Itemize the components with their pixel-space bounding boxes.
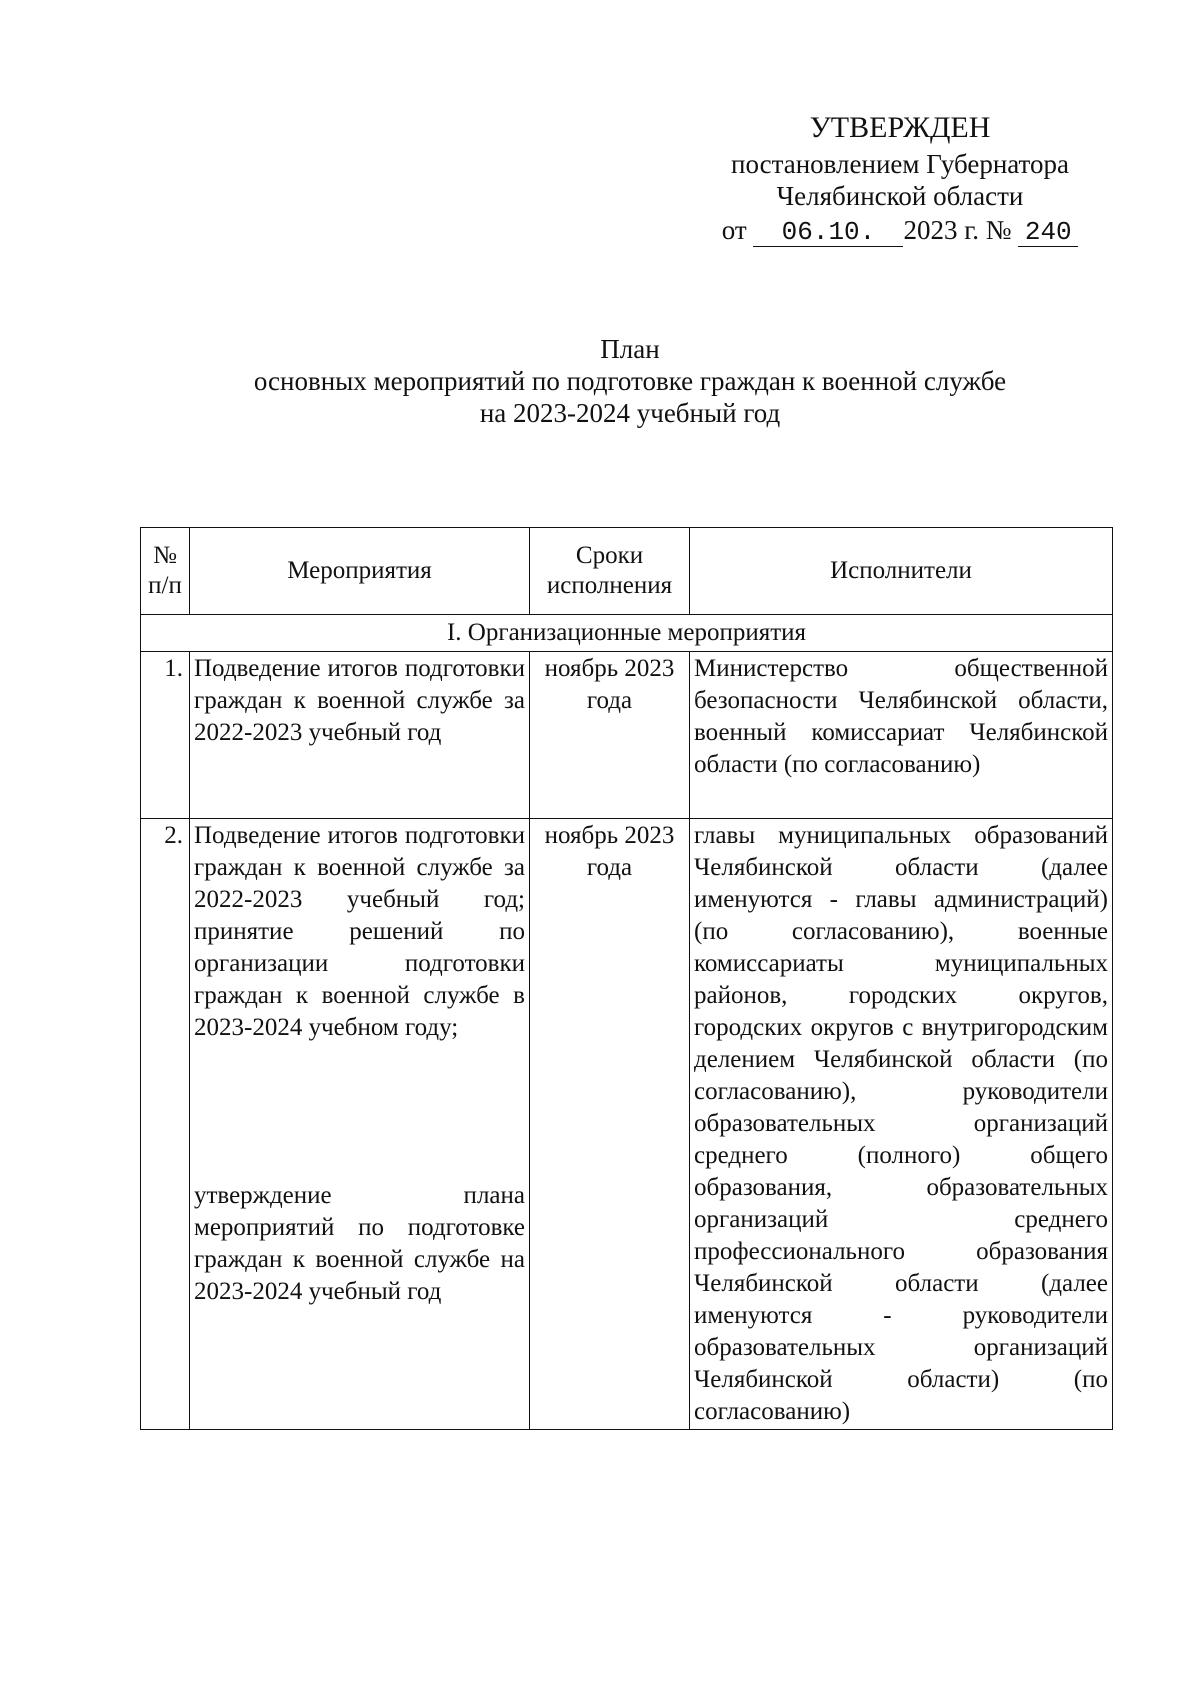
plan-title-line-1: План [600, 334, 660, 364]
table-header-row [141, 528, 1113, 615]
section-row [141, 615, 1113, 652]
section-title: I. Организационные мероприятия [141, 615, 1113, 652]
plan-title-line-2: основных мероприятий по подготовке граждан к военной службе [253, 366, 1007, 396]
approval-line-2: Челябинской области [776, 181, 1024, 211]
table-row [141, 819, 1113, 1430]
row-executor: главы муниципальных образований Челябинской области (далее именуются - главы администраций) (по согласованию), военные комиссариаты муниципальных районов, городских округов, городских округов с внутригородским делением Челябинской области (по согласованию), руководители образовательных организаций среднего (полного) общего образования, образовательных организаций среднего профессионального образования Челябинской области (далее именуются - руководители образовательных организаций Челябинской области) (по согласованию) [690, 819, 1113, 1430]
approval-stamp [700, 112, 1100, 247]
row-event: Подведение итогов подготовки граждан к военной службе за 2022-2023 учебный год; принятие решений по организации подготовки граждан к военной службе в 2023-2024 учебном году; [194, 822, 525, 1041]
row-executor: Министерство общественной безопасности Челябинской области, военный комиссариат Челябинской области (по согласованию) [690, 652, 1113, 819]
header-executors: Исполнители [690, 528, 1113, 615]
approval-number: 240 [1018, 218, 1078, 247]
row-event-2: утверждение плана мероприятий по подготовке граждан к военной службе на 2023-2024 учебный год [194, 1182, 525, 1305]
approval-date: 06.10. [753, 218, 903, 247]
plan-title-line-3: на 2023-2024 учебный год [479, 398, 781, 428]
approval-title: УТВЕРЖДЕН [809, 111, 991, 144]
table-row [141, 652, 1113, 819]
row-num: 2. [141, 819, 190, 1430]
plan-table [140, 527, 1113, 1430]
row-event-gap [194, 1044, 525, 1180]
row-term: ноябрь 2023 года [530, 652, 690, 819]
approval-date-prefix: от [721, 215, 747, 245]
row-event-cell [190, 819, 530, 1430]
header-terms: Сроки исполнения [530, 528, 690, 615]
header-num: № п/п [141, 528, 190, 615]
header-events: Мероприятия [190, 528, 530, 615]
plan-title [130, 333, 1130, 429]
approval-line-1: постановлением Губернатора [731, 149, 1069, 179]
row-num: 1. [141, 652, 190, 819]
row-term: ноябрь 2023 года [530, 819, 690, 1430]
approval-year: 2023 г. № [903, 215, 1012, 245]
approval-date-line [700, 214, 1100, 247]
row-event: Подведение итогов подготовки граждан к военной службе за 2022-2023 учебный год [190, 652, 530, 819]
